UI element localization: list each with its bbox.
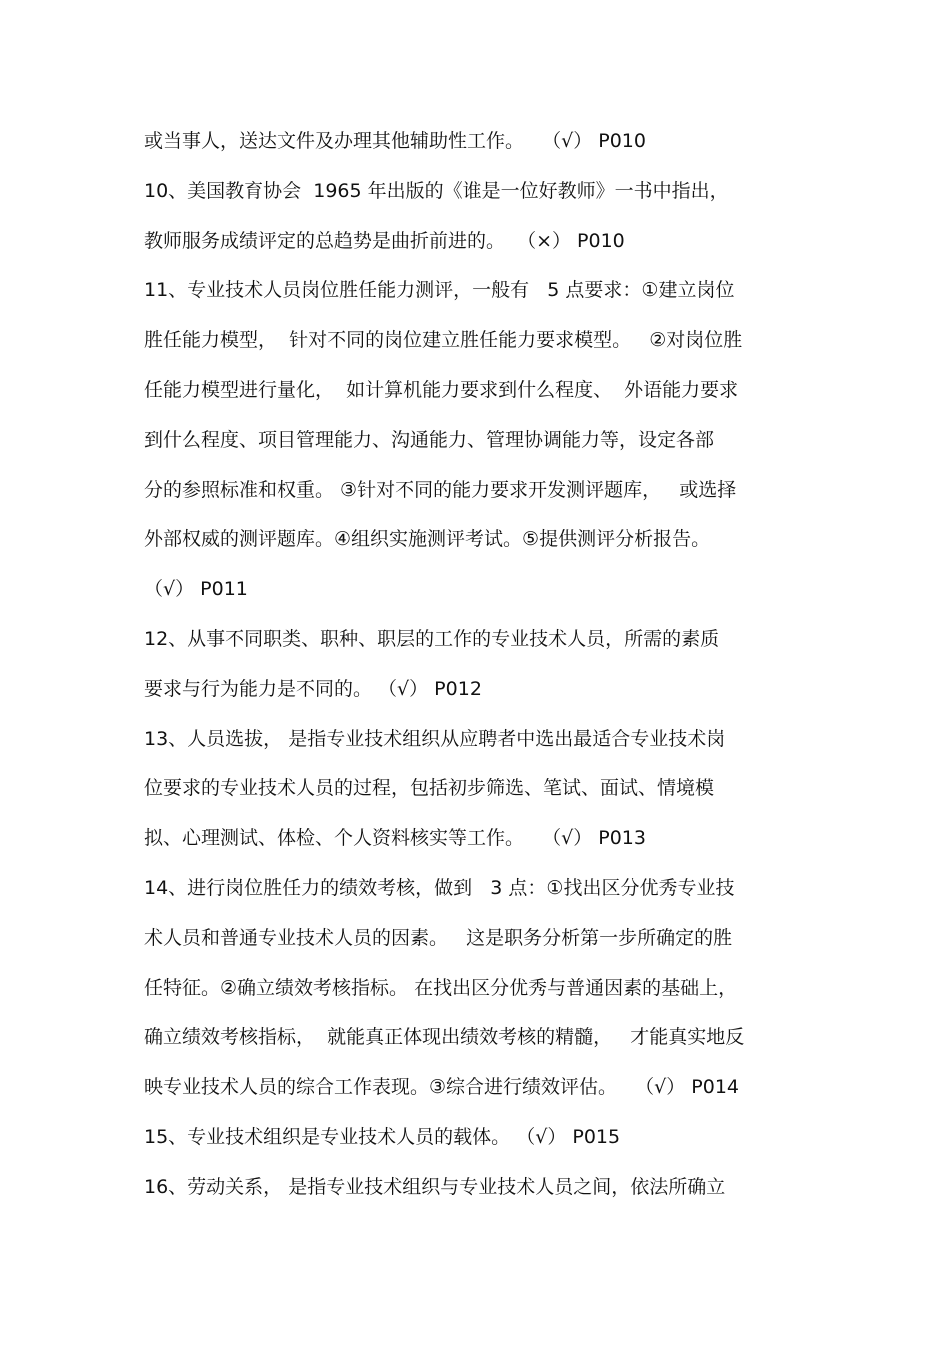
text-line: 胜任能力模型， 针对不同的岗位建立胜任能力要求模型。 ②对岗位胜 [144, 329, 743, 352]
text-line: 13、人员选拔， 是指专业技术组织从应聘者中选出最适合专业技术岗 [144, 727, 726, 750]
text-line: 10、美国教育协会 1965 年出版的《谁是一位好教师》一书中指出， [144, 179, 729, 202]
text-line: 15、专业技术组织是专业技术人员的载体。 （√） P015 [144, 1125, 621, 1148]
text-line: 要求与行为能力是不同的。 （√） P012 [144, 677, 482, 700]
text-line: 分的参照标准和权重。 ③针对不同的能力要求开发测评题库， 或选择 [144, 478, 737, 501]
text-line: 到什么程度、项目管理能力、沟通能力、管理协调能力等，设定各部 [144, 428, 715, 451]
text-line: 12、从事不同职类、职种、职层的工作的专业技术人员，所需的素质 [144, 627, 720, 650]
text-line: 教师服务成绩评定的总趋势是曲折前进的。 （×） P010 [144, 229, 625, 252]
text-line: 位要求的专业技术人员的过程，包括初步筛选、笔试、面试、情境模 [144, 777, 715, 800]
text-line: 或当事人，送达文件及办理其他辅助性工作。 （√） P010 [144, 130, 646, 152]
text-line: 外部权威的测评题库。④组织实施测评考试。⑤提供测评分析报告。 [144, 528, 711, 551]
text-line: 确立绩效考核指标， 就能真正体现出绩效考核的精髓， 才能真实地反 [144, 1026, 745, 1049]
text-line: 拟、心理测试、体检、个人资料核实等工作。 （√） P013 [144, 827, 646, 850]
text-line: 16、劳动关系， 是指专业技术组织与专业技术人员之间，依法所确立 [144, 1175, 726, 1198]
text-line: （√） P011 [144, 578, 248, 601]
text-line: 11、专业技术人员岗位胜任能力测评，一般有 5 点要求：①建立岗位 [144, 279, 735, 302]
text-line: 任特征。②确立绩效考核指标。 在找出区分优秀与普通因素的基础上， [144, 976, 738, 999]
text-line: 术人员和普通专业技术人员的因素。 这是职务分析第一步所确定的胜 [144, 926, 733, 949]
text-line: 映专业技术人员的综合工作表现。③综合进行绩效评估。 （√） P014 [144, 1076, 740, 1099]
text-line: 14、进行岗位胜任力的绩效考核，做到 3 点：①找出区分优秀专业技 [144, 876, 735, 899]
text-line: 任能力模型进行量化， 如计算机能力要求到什么程度、 外语能力要求 [144, 378, 739, 401]
document-body [144, 117, 824, 1213]
